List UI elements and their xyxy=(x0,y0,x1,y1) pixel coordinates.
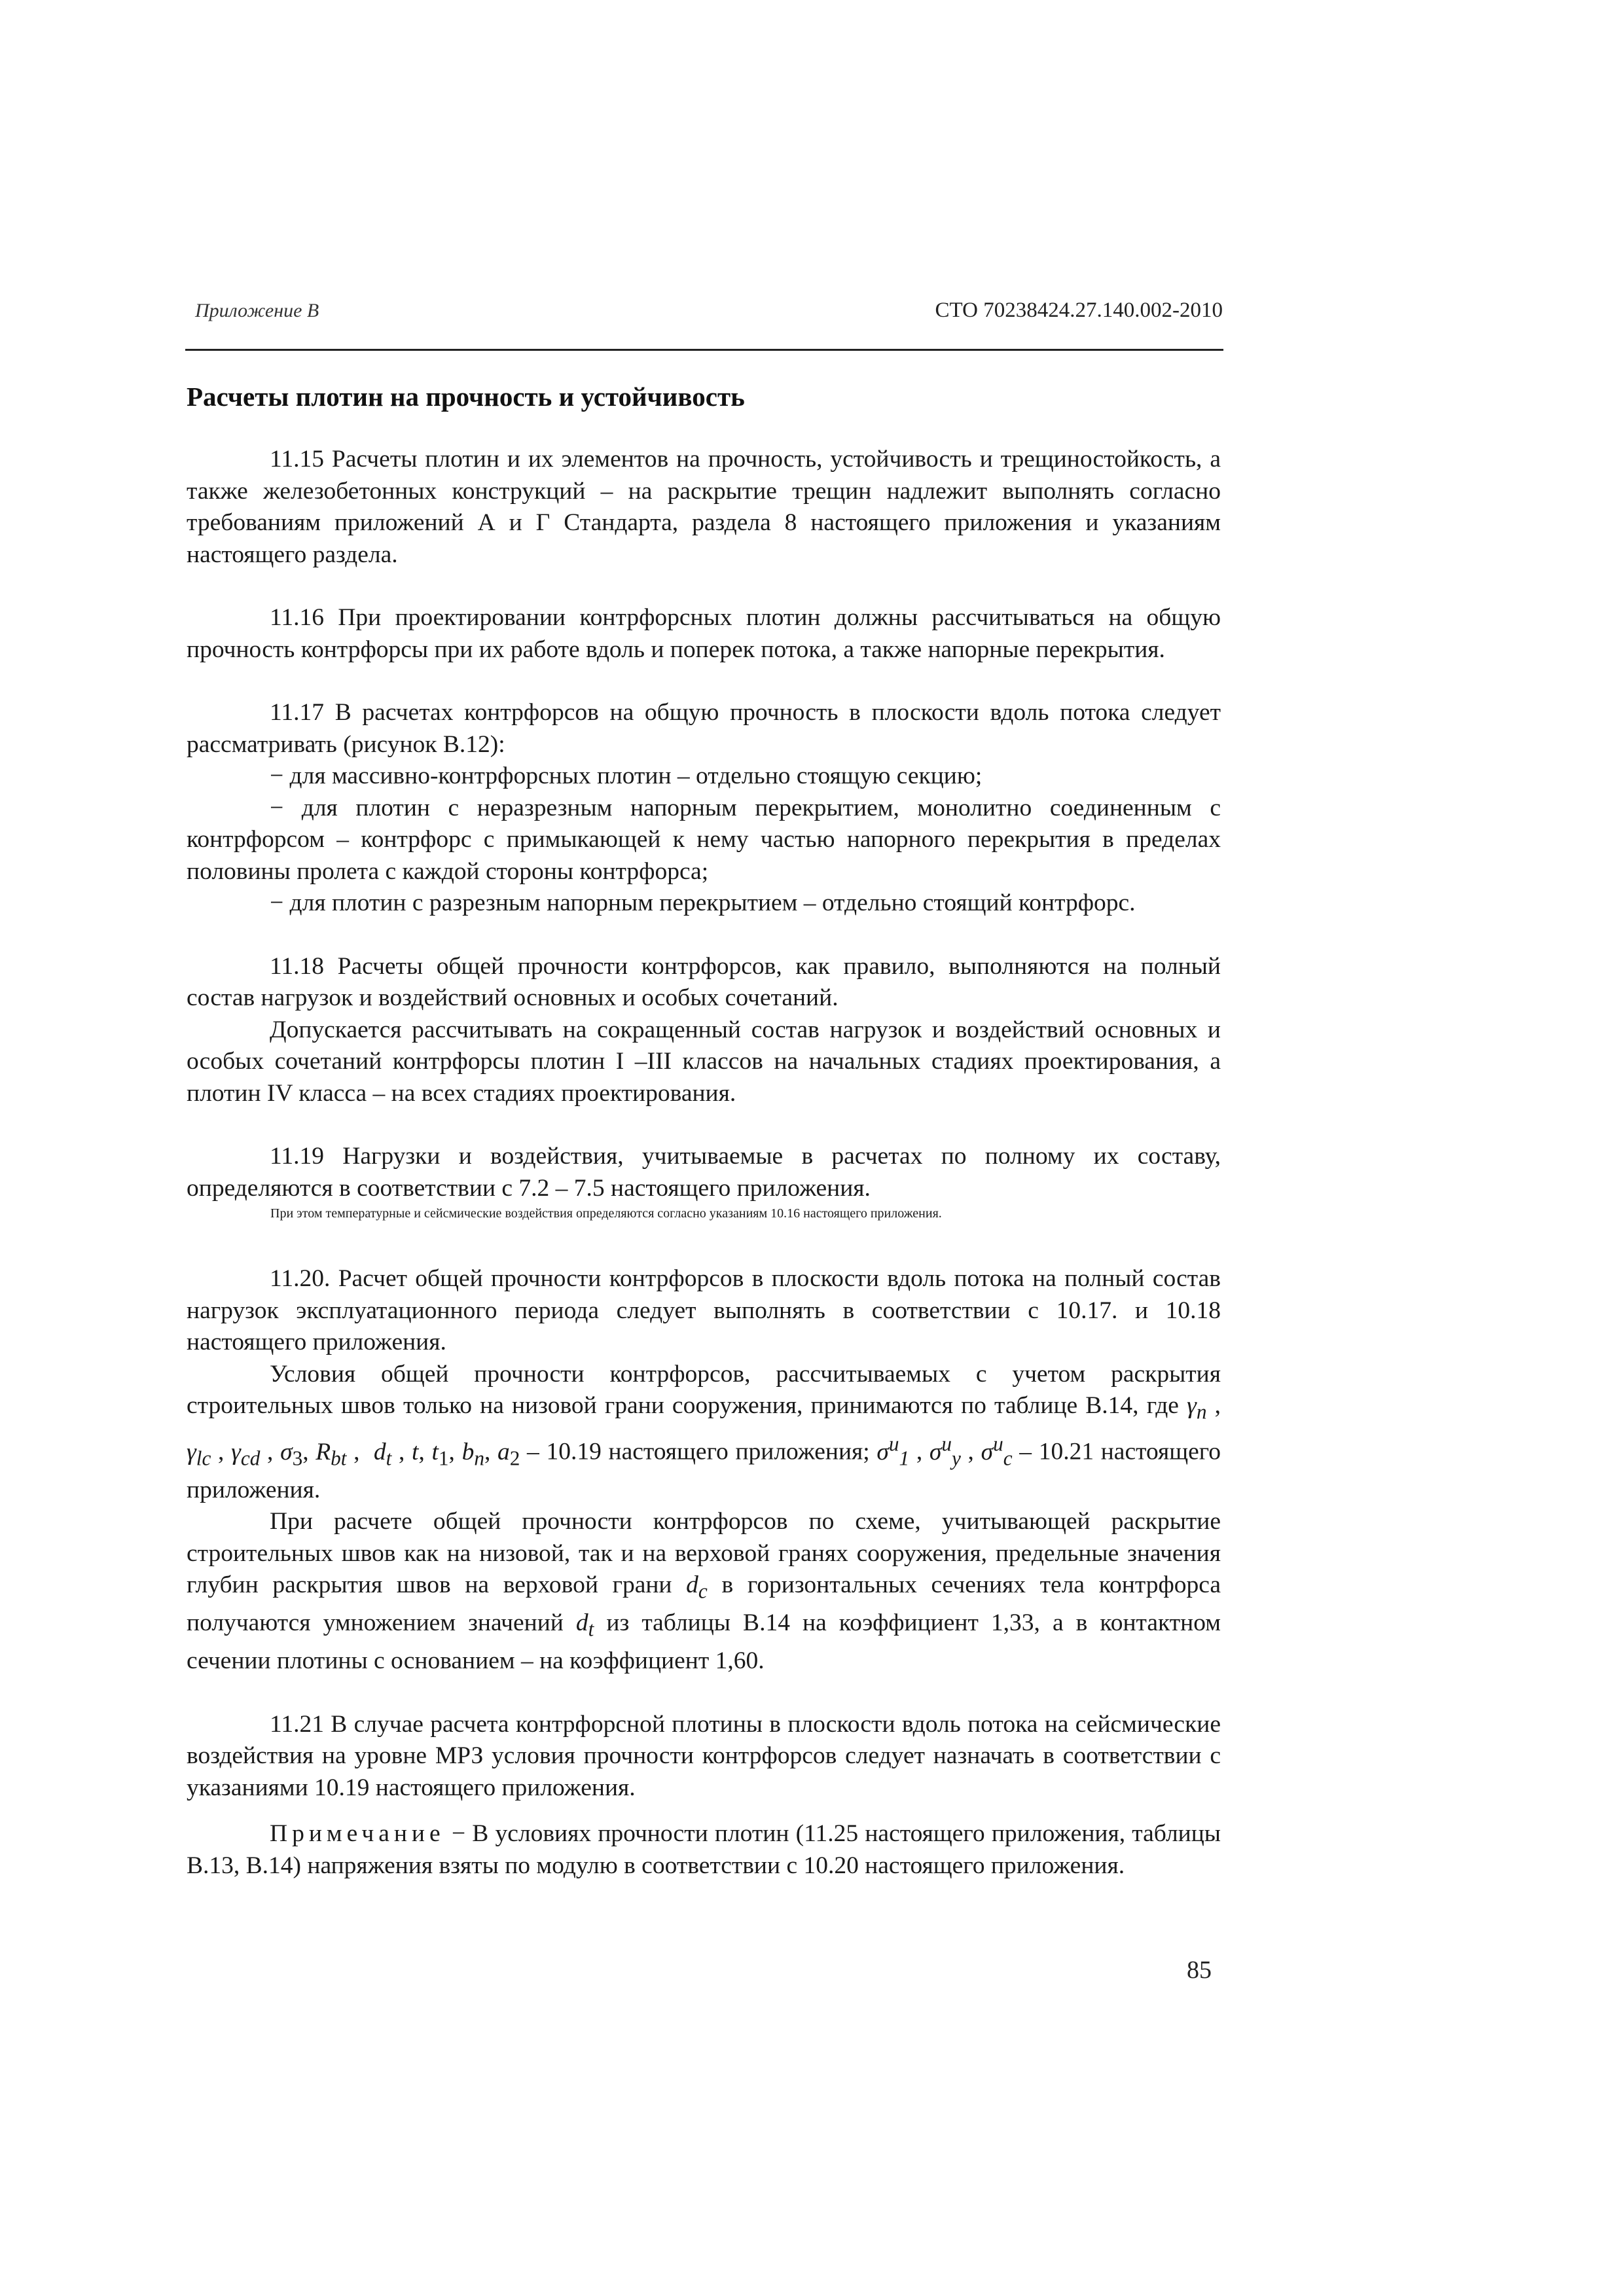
symbol-dc: $d_c$ xyxy=(686,1571,708,1603)
paragraph-11-20-conditions xyxy=(187,1359,1221,1507)
paragraph-text: из таблицы В.14 на коэффициент 1,33, а в контактном сечении плотины с основанием – на коэффициент 1,60. xyxy=(187,1609,1221,1674)
appendix-label: Приложение В xyxy=(195,300,319,321)
paragraph-text: При расчете общей прочности контрфорсов по схеме, учитывающей раскрытие строительных швов как на низовой, так и на верховой гранях сооружения, предельные значения глубин раскрытия швов на верховой грани xyxy=(187,1508,1221,1598)
list-item: − для плотин с неразрезным напорным перекрытием, монолитно соединенным с контрфорсом – контрфорс с примыкающей к нему частью напорного перекрытия в пределах половины пролета с каждой стороны контрфорса; xyxy=(187,794,1221,885)
note-label: Примечание xyxy=(270,1820,445,1847)
paragraph-11-16: 11.16 При проектировании контрфорсных плотин должны рассчитываться на общую прочность контрфорсы при их работе вдоль и поперек потока, а также напорные перекрытия. xyxy=(187,604,1221,663)
note xyxy=(187,1818,1221,1882)
paragraph-11-21: 11.21 В случае расчета контрфорсной плотины в плоскости вдоль потока на сейсмические воздействия на уровне МРЗ условия прочности контрфорсов следует назначать в соответствии с указаниями 10.19 настоящего приложения. xyxy=(187,1710,1221,1801)
paragraph-11-15: 11.15 Расчеты плотин и их элементов на прочность, устойчивость и трещиностойкость, а также железобетонных конструкций – на раскрытие трещин надлежит выполнять согласно требованиям приложений А и Г Стандарта, раздела 8 настоящего приложения и указаниям настоящего раздела. xyxy=(187,446,1221,568)
standard-code: СТО 70238424.27.140.002-2010 xyxy=(935,298,1223,322)
note-text: − В условиях прочности плотин (11.25 настоящего приложения, таблицы В.13, В.14) напряжения взяты по модулю в соответствии с 10.20 настоящего приложения. xyxy=(187,1820,1221,1879)
symbol-list: $\gamma_n$ , $\gamma_{lc}$ , $\gamma_{cd}$ , $\sigma_3$, $R_{bt}$ , $d_t$ , t, $t_1$, $b_n$, $a_2$ xyxy=(187,1392,1221,1469)
paragraph-text: Условия общей прочности контрфорсов, рассчитываемых с учетом раскрытия строительных швов только на низовой грани сооружения, принимаются по таблице В.14, где xyxy=(187,1360,1221,1419)
paragraph-11-20-scheme xyxy=(187,1506,1221,1677)
paragraph-text: – 10.19 настоящего приложения; xyxy=(520,1438,877,1465)
list-item: − для массивно-контрфорсных плотин – отдельно стоящую секцию; xyxy=(270,762,983,789)
document-body xyxy=(187,380,1221,1882)
symbol-list: $\sigma^u_1$ , $\sigma^u_y$ , $\sigma^u_c$ xyxy=(876,1432,1013,1469)
symbol-dt: $d_t$ xyxy=(575,1609,594,1641)
header-divider xyxy=(185,349,1223,351)
paragraph-11-20: 11.20. Расчет общей прочности контрфорсов в плоскости вдоль потока на полный состав нагрузок эксплуатационного периода следует выполнять в соответствии с 10.17. и 10.18 настоящего приложения. xyxy=(187,1265,1221,1355)
paragraph-11-19: 11.19 Нагрузки и воздействия, учитываемые в расчетах по полному их составу, определяются в соответствии с 7.2 – 7.5 настоящего приложения. xyxy=(187,1143,1221,1202)
paragraph-text: – 10.21 настоящего приложения. xyxy=(187,1438,1221,1503)
list-item: − для плотин с разрезным напорным перекрытием – отдельно стоящий контрфорс. xyxy=(270,889,1136,916)
paragraph-11-18-continued: Допускается рассчитывать на сокращенный состав нагрузок и воздействий основных и особых сочетаний контрфорсы плотин I –III классов на начальных стадиях проектирования, а плотин IV класса – на всех стадиях проектирования. xyxy=(187,1016,1221,1107)
paragraph-11-18: 11.18 Расчеты общей прочности контрфорсов, как правило, выполняются на полный состав нагрузок и воздействий основных и особых сочетаний. xyxy=(187,952,1221,1011)
paragraph-11-17: 11.17 В расчетах контрфорсов на общую прочность в плоскости вдоль потока следует рассматривать (рисунок В.12): xyxy=(187,699,1221,758)
paragraph-11-19-footnote: При этом температурные и сейсмические воздействия определяются согласно указаниям 10.16 настоящего приложения. xyxy=(270,1206,942,1221)
section-title: Расчеты плотин на прочность и устойчивость xyxy=(187,382,745,412)
paragraph-text: в горизонтальных сечениях тела контрфорса получаются умножением значений xyxy=(187,1571,1221,1636)
page-number: 85 xyxy=(1187,1956,1212,1984)
